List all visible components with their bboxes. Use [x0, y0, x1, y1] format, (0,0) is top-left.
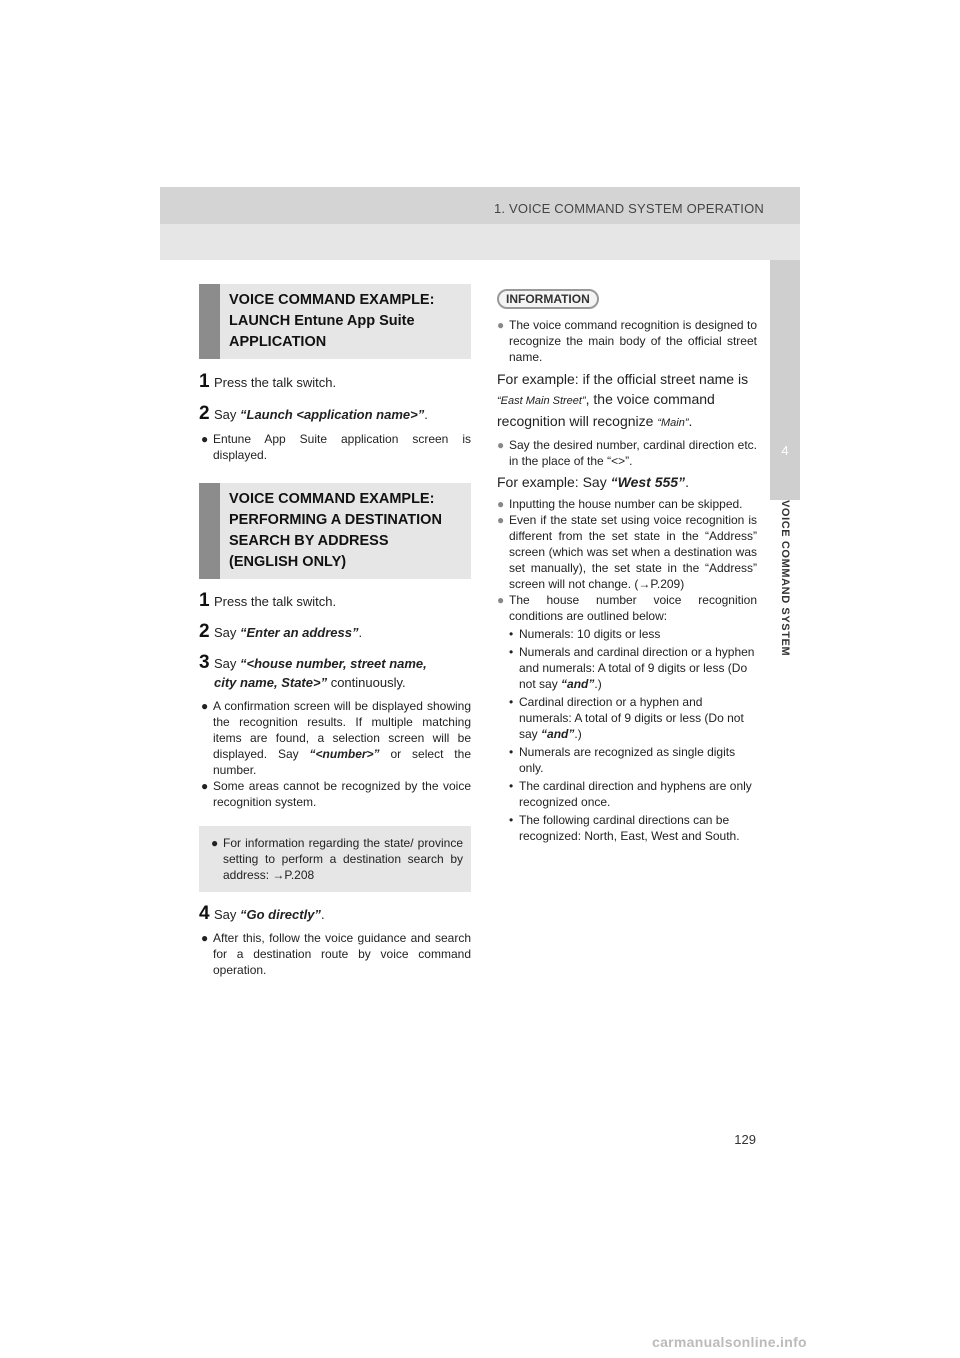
- bullet-text: A confirmation screen will be displayed showing the recognition results. If multiple matching items are found, a selection screen will be displayed. Say: [213, 699, 471, 761]
- example-street: “East Main Street”: [497, 395, 586, 407]
- info-item-text: Inputting the house number can be skipped.: [509, 497, 743, 511]
- right-column: [497, 289, 757, 844]
- info-item-text: Even if the state set using voice recognition is different from the set state in the “Address” screen (which was set when a destination was set manually), the set state in the “Address” screen will not change. (→P.209): [509, 513, 757, 591]
- step-2: [199, 404, 471, 424]
- step-quote-cont: city name, State>”: [214, 675, 328, 690]
- info-bullet: ● For information regarding the state/ province setting to perform a destination search by address: →P.208: [211, 836, 463, 882]
- step-say: Say: [214, 625, 241, 640]
- section-header-address: [199, 483, 471, 579]
- condition-item: • Cardinal direction or a hyphen and numerals: A total of 9 digits or less (Do not say “and”.): [509, 695, 744, 741]
- step-number: 4: [199, 903, 210, 924]
- info-item: ● Say the desired number, cardinal direction etc. in the place of the “<>”.: [497, 438, 757, 468]
- condition-text: The cardinal direction and hyphens are only recognized once.: [519, 779, 752, 809]
- chapter-tab-label: VOICE COMMAND SYSTEM: [779, 500, 791, 657]
- step-number: 3: [199, 652, 210, 673]
- step-number: 1: [199, 371, 210, 392]
- info-item-text: The house number voice recognition conditions are outlined below:: [509, 593, 757, 623]
- condition-item: • The cardinal direction and hyphens are only recognized once.: [509, 779, 752, 809]
- chapter-tab-number: 4: [781, 443, 789, 458]
- step-3: [199, 653, 471, 673]
- condition-end: .): [574, 727, 582, 741]
- step-end: .: [424, 407, 428, 422]
- info-text: For information regarding the state/ province setting to perform a destination search by address: →P.208: [223, 836, 463, 882]
- step-say: Say: [214, 907, 241, 922]
- step-quote: “Launch <application name>”: [240, 407, 425, 422]
- condition-text: The following cardinal directions can be recognized: North, East, West and South.: [519, 813, 740, 843]
- step-text: Press the talk switch.: [214, 594, 337, 609]
- bullet-text: Some areas cannot be recognized by the voice recognition system.: [213, 779, 471, 809]
- left-column: [199, 284, 471, 978]
- chapter-title: 1. VOICE COMMAND SYSTEM OPERATION: [493, 201, 764, 216]
- condition-end: .): [594, 677, 602, 691]
- condition-item: • Numerals are recognized as single digits only.: [509, 745, 736, 775]
- info-item-text: The voice command recognition is designed to recognize the main body of the official street name.: [509, 318, 757, 364]
- example-west-555: [497, 472, 757, 492]
- condition-text: Numerals are recognized as single digits only.: [519, 745, 736, 775]
- info-item: ● The house number voice recognition conditions are outlined below:: [497, 593, 757, 623]
- info-item-text: Say the desired number, cardinal direction etc. in the place of the “<>”.: [509, 438, 757, 468]
- example-street-name: [497, 369, 757, 433]
- step-2: [199, 622, 471, 642]
- condition-text: Numerals: 10 digits or less: [519, 627, 661, 641]
- example-end: .: [685, 474, 689, 490]
- bullet-item: ● A confirmation screen will be displayed showing the recognition results. If multiple matching items are found, a selection screen will be displayed. Say “<number>” or select the number.: [201, 699, 471, 777]
- step-text: Press the talk switch.: [214, 375, 337, 390]
- example-lead: For example: if the official street name is: [497, 371, 749, 387]
- chapter-tab: [770, 260, 800, 500]
- bullet-item: ● After this, follow the voice guidance and search for a destination route by voice command operation.: [201, 931, 471, 977]
- header-sub-band: [160, 224, 800, 260]
- section-title: VOICE COMMAND EXAMPLE: LAUNCH Entune App Suite APPLICATION: [229, 292, 435, 350]
- condition-text: Cardinal direction or a hyphen and numerals: A total of 9 digits or less (Do not say: [519, 695, 744, 741]
- bullet-quote: “<number>”: [309, 747, 380, 761]
- information-badge: INFORMATION: [497, 289, 599, 309]
- page-number: 129: [734, 1132, 756, 1147]
- watermark: carmanualsonline.info: [652, 1334, 807, 1350]
- bullet-end: or select the number.: [213, 747, 471, 777]
- section-title: VOICE COMMAND EXAMPLE: PERFORMING A DESTINATION SEARCH BY ADDRESS (ENGLISH ONLY): [229, 491, 442, 570]
- condition-item: • Numerals: 10 digits or less: [509, 627, 661, 641]
- info-item: ● The voice command recognition is designed to recognize the main body of the official street name.: [497, 318, 757, 364]
- example-quote: “West 555”: [610, 474, 686, 490]
- info-box: [199, 826, 471, 892]
- step-say: Say: [214, 656, 241, 671]
- step-number: 2: [199, 403, 210, 424]
- step-end: continuously.: [327, 675, 406, 690]
- step-4: [199, 904, 471, 924]
- info-item: ● Inputting the house number can be skipped.: [497, 497, 743, 511]
- step-quote: “Enter an address”: [240, 625, 359, 640]
- bullet-text: After this, follow the voice guidance and search for a destination route by voice command operation.: [213, 931, 471, 977]
- example-main: “Main”: [657, 417, 689, 429]
- info-item: ● Even if the state set using voice recognition is different from the set state in the “Address” screen (which was set when a destination was set manually), the set state in the “Address” screen will not change. (→P.209): [497, 513, 757, 591]
- bullet-text: Entune App Suite application screen is displayed.: [213, 432, 471, 462]
- step-end: .: [358, 625, 363, 640]
- bullet-item: ● Some areas cannot be recognized by the voice recognition system.: [201, 779, 471, 809]
- step-1: [199, 372, 471, 392]
- bullet-item: ● Entune App Suite application screen is displayed.: [201, 432, 471, 462]
- condition-text: Numerals and cardinal direction or a hyphen and numerals: A total of 9 digits or less (Do not say: [519, 645, 755, 691]
- step-say: Say: [214, 407, 241, 422]
- condition-em: “and”: [541, 727, 575, 741]
- example-end: .: [688, 413, 693, 429]
- step-number: 2: [199, 621, 210, 642]
- header-band: [160, 187, 800, 224]
- step-quote: “<house number, street name,: [240, 656, 427, 671]
- step-quote: “Go directly”: [240, 907, 321, 922]
- step-end: .: [320, 907, 325, 922]
- example-mid: , the voice command recognition will recognize: [497, 391, 715, 429]
- step-number: 1: [199, 590, 210, 611]
- example-lead: For example: Say: [497, 474, 611, 490]
- section-header-launch: [199, 284, 471, 359]
- condition-item: • The following cardinal directions can be recognized: North, East, West and South.: [509, 813, 740, 843]
- step-3-continued: [199, 673, 471, 692]
- condition-item: • Numerals and cardinal direction or a hyphen and numerals: A total of 9 digits or less (Do not say “and”.): [509, 645, 755, 691]
- condition-em: “and”: [561, 677, 595, 691]
- step-1: [199, 591, 471, 611]
